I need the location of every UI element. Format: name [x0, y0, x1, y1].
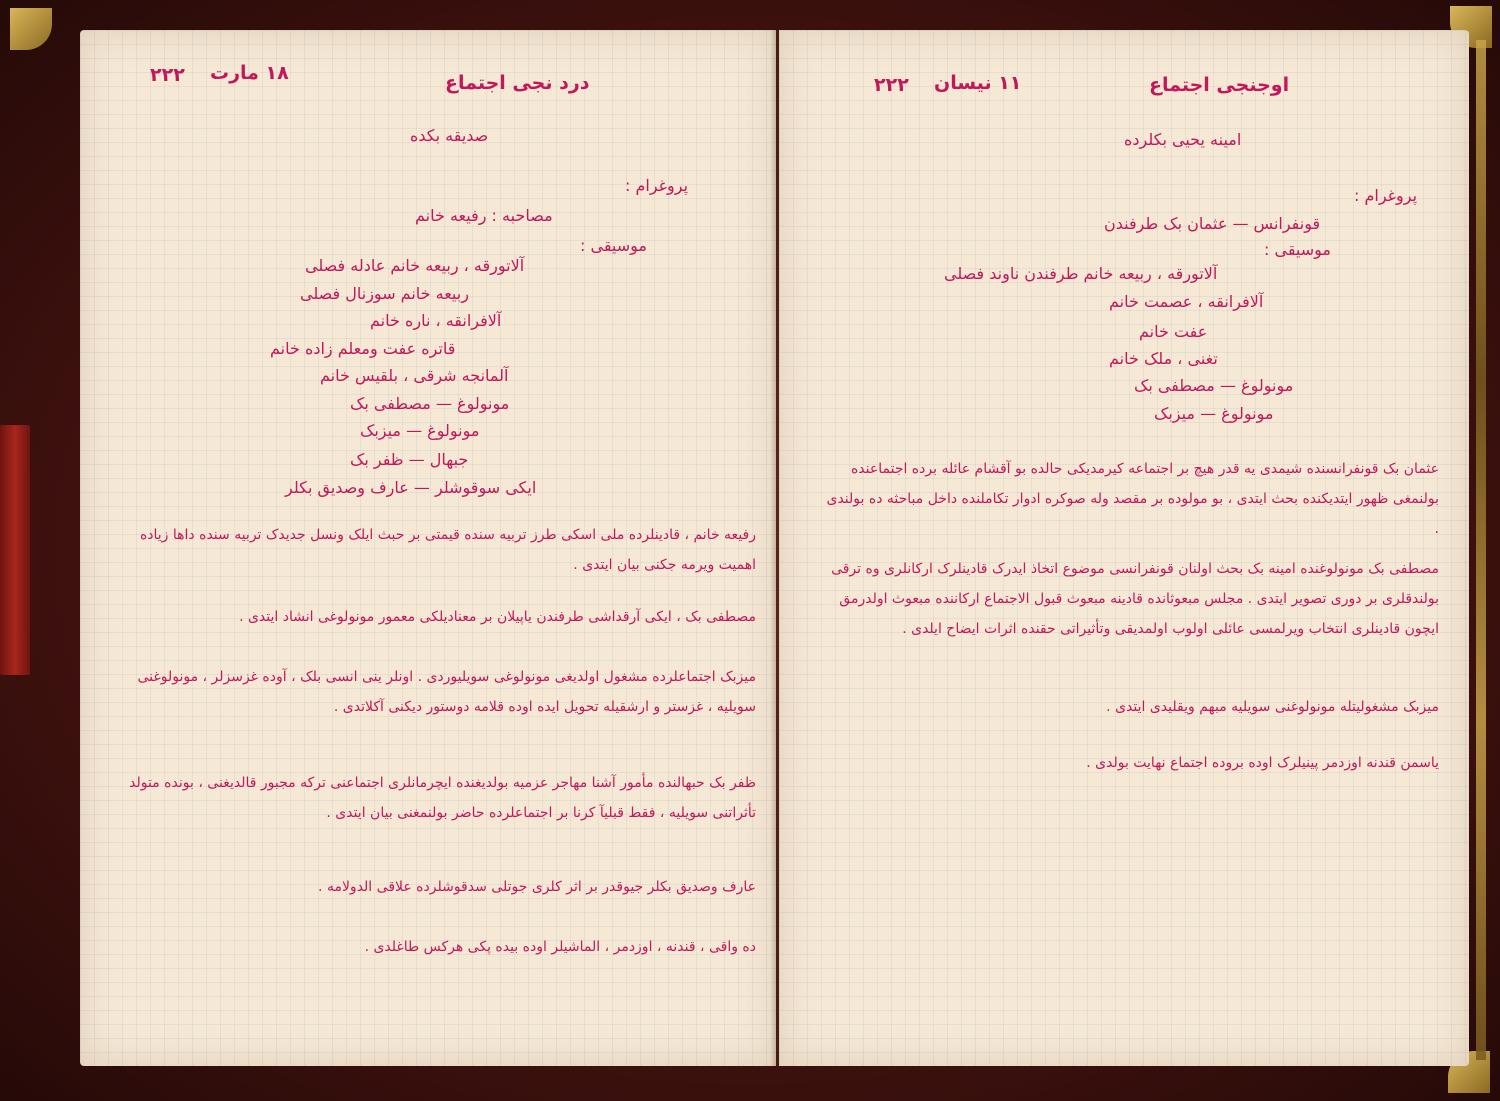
left-entry: ربیعه خانم سوزنال فصلی	[300, 284, 469, 303]
right-entry: موسیقی :	[1264, 240, 1331, 259]
left-page-number: ۲۲۲	[150, 64, 185, 86]
brass-corner-top-left	[10, 8, 52, 50]
left-entry: ایکی سوقوشلر — عارف وصدیق بکلر	[285, 478, 537, 497]
right-entry: مونولوغ — میزبک	[1154, 404, 1274, 423]
right-page-subtitle: امینه یحیی بکلرده	[1124, 130, 1242, 149]
left-entry: مصاحبه : رفیعه خانم	[415, 206, 553, 225]
right-program-label: پروغرام :	[1354, 186, 1418, 205]
left-paragraph: رفیعه خانم ، قادینلرده ملی اسکی طرز تربیه سنده قیمتی بر حبث ایلک ونسل جدیدک تربیه سنده داها زیاده اهمیت ویرمه جکنی بیان ایتدی .	[139, 527, 756, 573]
right-entry: قونفرانس — عثمان بک طرفندن	[1104, 214, 1321, 233]
right-paragraph: یاسمن قندنه اوزدمر پینیلرک اوده بروده اجتماع نهایت بولدی .	[1086, 755, 1439, 771]
right-page-number: ۲۲۲	[874, 74, 909, 96]
bookmark-ribbon	[0, 425, 30, 675]
left-entry: آلاتورقه ، ربیعه خانم عادله فصلی	[305, 256, 525, 275]
right-page-date: ۱۱ نیسان	[934, 72, 1022, 94]
right-entry: مونولوغ — مصطفی بک	[1134, 376, 1294, 395]
left-paragraph: عارف وصدیق بکلر جیوقدر بر اثر کلری جوتلی سدقوشلرده علاقی الدولامه .	[318, 879, 756, 895]
left-paragraph: ده واقی ، قندنه ، اوزدمر ، الماشیلر اوده بیده پکی هرکس طاغلدی .	[364, 939, 756, 955]
left-page	[80, 30, 776, 1066]
right-entry: تغنی ، ملک خانم	[1109, 349, 1218, 368]
right-paragraph: مصطفی بک مونولوغنده امینه بک بحث اولنان قونفرانسی موضوع اتخاذ ایدرک قادینلرک ارکانلری وه ترقی بولندقلری بر دوری تصویر ایتدی . مجلس مبعوثانده قادینه مبعوث قبول الاجتماع ارکاننده مبعوث اولدرمق ایچون قادینلری انتخاب ویرلمسی عائلی اولوب اولمدیقی وتأثیراتی حقنده اثرات ایضاح ایلدی .	[831, 561, 1439, 637]
right-entry: آلاتورقه ، ربیعه خانم طرفندن ناوند فصلی	[944, 264, 1218, 283]
right-entry: آلافرانقه ، عصمت خانم	[1109, 292, 1264, 311]
left-entry: قاتره عفت ومعلم زاده خانم	[270, 339, 456, 358]
left-entry: جبهال — ظفر بک	[350, 450, 469, 469]
left-entry: موسیقی :	[580, 236, 647, 255]
left-paragraph: میزبک اجتماعلرده مشغول اولدیغی مونولوغی سویلیوردی . اونلر ینی انسی بلک ، آوده غزسزلر ، مونولوغنی سویلیه ، غزستر و ارشقیله تحویل ایده اوده قلامه دوستور دیکنی آکلاتدی .	[137, 669, 756, 715]
right-paragraph: عثمان بک قونفرانسنده شیمدی یه قدر هیچ بر اجتماعه کیرمدیکی حالده بو آقشام عائله برده اجتماعنده بولنمغی ظهور ایتدیکنده بحث ایتدی ، بو مولوده بر مقصد وله صوکره ادوار تکاملنده داخل مباحثه ده بولندی .	[826, 461, 1439, 537]
gilt-page-edge	[1476, 40, 1486, 1060]
left-entry: آلمانجه شرقی ، بلقیس خانم	[320, 366, 509, 385]
left-paragraph: ظفر بک حبهالنده مأمور آشنا مهاجر عزمیه بولدیغنده ایچرمانلری اجتماعنی ترکه مجبور قالدیغنی ، بونده متولد تأثراتنی سویلیه ، فقط قبلیآ کرنا بر اجتماعلرده حاضر بولنمغنی بیان ایتدی .	[129, 775, 756, 821]
right-page-title: اوجنجی اجتماع	[1149, 74, 1290, 96]
left-paragraph: مصطفی بک ، ایکی آرقداشی طرفندن یاپیلان بر معنادیلکی معمور مونولوغی انشاد ایتدی .	[239, 609, 756, 625]
left-entry: مونولوغ — میزبک	[360, 421, 480, 440]
right-paragraph: میزبک مشغولیتله مونولوغنی سویلیه مبهم ویقلیدی ایتدی .	[1106, 699, 1439, 715]
left-page-title: درد نجی اجتماع	[445, 72, 590, 94]
left-page-date: ۱۸ مارت	[210, 62, 289, 84]
right-entry: عفت خانم	[1139, 322, 1208, 341]
left-entry: آلافرانقه ، ناره خانم	[370, 311, 502, 330]
left-page-subtitle: صدیقه بکده	[410, 126, 489, 145]
right-page	[779, 30, 1469, 1066]
left-entry: مونولوغ — مصطفی بک	[350, 394, 510, 413]
left-program-label: پروغرام :	[625, 176, 689, 195]
